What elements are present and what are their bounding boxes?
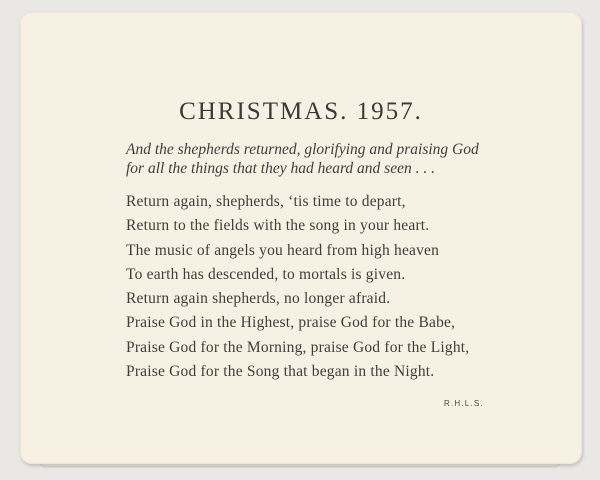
scripture-intro (126, 140, 479, 178)
verse-line-3: The music of angels you heard from high heaven (126, 241, 440, 259)
poem-verse (126, 192, 469, 386)
author-initials: R.H.L.S. (444, 399, 484, 408)
verse-line-7: Praise God for the Morning, praise God for the Light, (126, 338, 470, 356)
christmas-card (20, 12, 582, 464)
intro-line-1: And the shepherds returned, glorifying and praising God (126, 141, 479, 158)
verse-line-5: Return again shepherds, no longer afraid. (126, 290, 391, 308)
verse-line-4: To earth has descended, to mortals is given. (126, 265, 406, 283)
verse-line-2: Return to the fields with the song in your heart. (126, 217, 430, 235)
card-title: CHRISTMAS. 1957. (179, 98, 423, 125)
verse-line-8: Praise God for the Song that began in the Night. (126, 363, 435, 381)
verse-line-1: Return again, shepherds, ‘tis time to depart, (126, 193, 406, 210)
intro-line-2: for all the things that they had heard and seen . . . (126, 160, 435, 177)
verse-line-6: Praise God in the Highest, praise God for the Babe, (126, 314, 456, 332)
